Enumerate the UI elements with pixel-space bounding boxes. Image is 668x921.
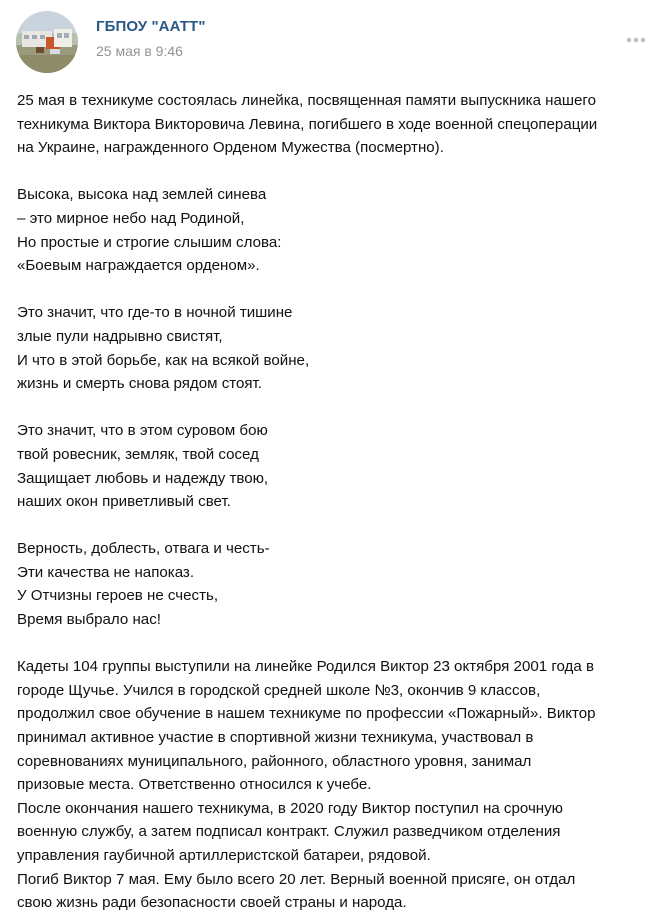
text-line: После окончания нашего техникума, в 2020 году Виктор поступил на срочную bbox=[17, 799, 564, 817]
paragraph bbox=[17, 655, 662, 915]
paragraph-gap bbox=[17, 514, 662, 538]
paragraph-gap bbox=[17, 396, 662, 420]
text-line: «Боевым награждается орденом». bbox=[17, 257, 260, 275]
text-line: управления гаубичной артиллеристской батареи, рядовой. bbox=[17, 847, 431, 864]
text-line: Верность, доблесть, отвага и честь- bbox=[17, 540, 270, 558]
text-line: соревнованиях муниципального, районного, областного уровня, занимал bbox=[17, 752, 532, 770]
text-line: военную службу, а затем подписал контракт. Служил разведчиком отделения bbox=[17, 823, 561, 841]
poem-stanza bbox=[17, 301, 662, 395]
poem-stanza bbox=[17, 537, 662, 631]
text-line: – это мирное небо над Родиной, bbox=[17, 209, 245, 227]
post-date-link[interactable]: 25 мая в 9:46 bbox=[96, 43, 183, 59]
text-line: Эти качества не напоказ. bbox=[17, 563, 195, 581]
more-horizontal-icon bbox=[626, 37, 646, 43]
text-line: 25 мая в техникуме состоялась линейка, посвященная памяти выпускника нашего bbox=[17, 92, 596, 109]
text-line: твой ровесник, земляк, твой сосед bbox=[17, 445, 259, 463]
post-text bbox=[17, 89, 662, 915]
text-line: Защищает любовь и надежду твою, bbox=[17, 469, 269, 487]
paragraph-gap bbox=[17, 632, 662, 656]
text-line: на Украине, награжденного Орденом Мужества (посмертно). bbox=[17, 139, 444, 157]
paragraph-gap bbox=[17, 278, 662, 302]
text-line: Кадеты 104 группы выступили на линейке Родился Виктор 23 октября 2001 года в bbox=[17, 658, 594, 676]
text-line: принимал активное участие в спортивной жизни техникума, участвовал в bbox=[17, 729, 534, 747]
text-line: Время выбрало нас! bbox=[17, 611, 161, 629]
poem-stanza bbox=[17, 419, 662, 513]
paragraph-gap bbox=[17, 160, 662, 184]
text-line: призовые места. Ответственно относился к учебе. bbox=[17, 776, 372, 794]
text-line: Это значит, что где-то в ночной тишине bbox=[17, 304, 293, 322]
text-line: Это значит, что в этом суровом бою bbox=[17, 422, 268, 440]
avatar[interactable] bbox=[16, 11, 78, 73]
text-line: наших окон приветливый свет. bbox=[17, 493, 231, 511]
paragraph bbox=[17, 89, 662, 160]
text-line: Высока, высока над землей синева bbox=[17, 186, 267, 204]
text-line: продолжил свое обучение в нашем техникуме по профессии «Пожарный». Виктор bbox=[17, 705, 596, 723]
text-line: Но простые и строгие слышим слова: bbox=[17, 233, 282, 251]
building-photo-avatar bbox=[16, 11, 78, 73]
text-line: техникума Виктора Викторовича Левина, погибшего в ходе военной спецоперации bbox=[17, 115, 598, 133]
group-name-link[interactable]: ГБПОУ "ААТТ" bbox=[96, 18, 206, 35]
post-header bbox=[0, 0, 668, 80]
text-line: городе Щучье. Учился в городской средней школе №3, окончив 9 классов, bbox=[17, 681, 541, 699]
text-line: злые пули надрывно свистят, bbox=[17, 327, 223, 345]
text-line: свою жизнь ради безопасности своей страны и народа. bbox=[17, 894, 407, 912]
text-line: Погиб Виктор 7 мая. Ему было всего 20 лет. Верный военной присяге, он отдал bbox=[17, 870, 576, 888]
more-options-button[interactable] bbox=[622, 30, 650, 50]
text-line: жизнь и смерть снова рядом стоят. bbox=[17, 375, 262, 393]
text-line: У Отчизны героев не счесть, bbox=[17, 587, 219, 605]
text-line: И что в этой борьбе, как на всякой войне, bbox=[17, 351, 310, 369]
poem-stanza bbox=[17, 183, 662, 277]
